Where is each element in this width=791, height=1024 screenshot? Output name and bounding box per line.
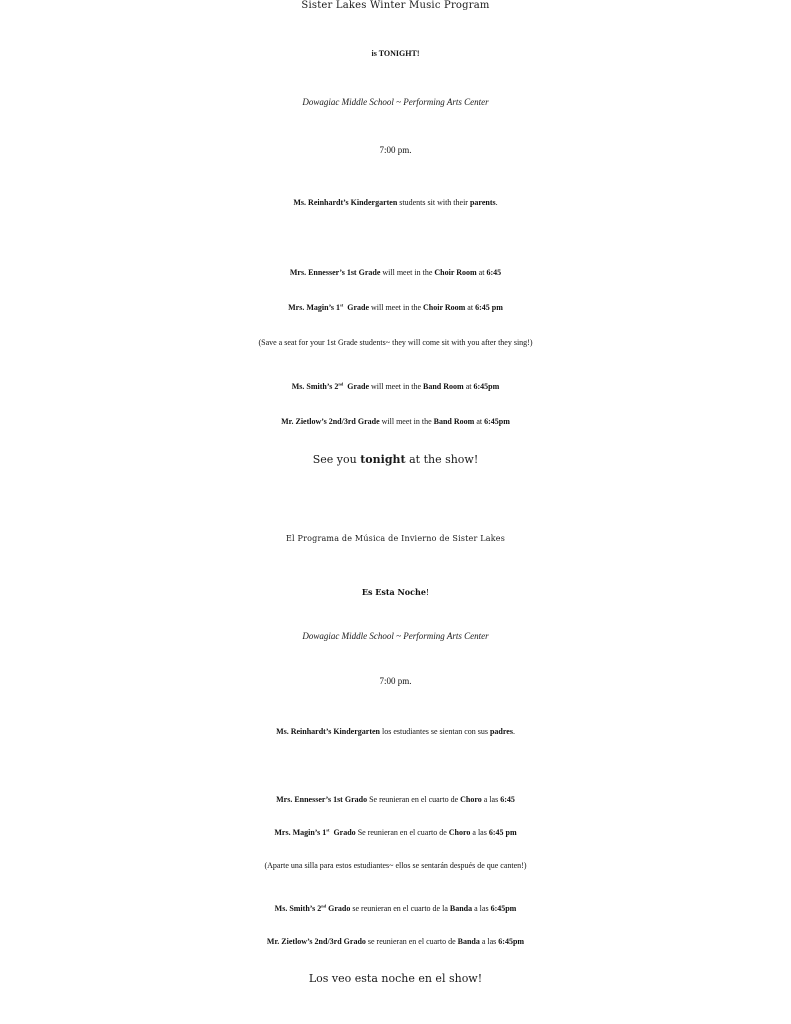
meet-time: 6:45pm (484, 417, 510, 426)
teacher-name-part: Mrs. Magin’s 1 (274, 828, 327, 837)
meet-time: 6:45pm (490, 904, 517, 913)
line-text: Se reunieran en el cuarto de (367, 795, 461, 804)
teacher-name (275, 904, 351, 913)
emphasis: parents (469, 198, 496, 207)
line-text: will meet in the (379, 417, 434, 426)
ordinal-suffix: st (340, 302, 344, 308)
spanish-title: El Programa de Música de Invierno de Sister Lakes (285, 534, 506, 543)
teacher-name: Mr. Zietlow’s 2nd/3rd Grado (266, 937, 366, 946)
closing-emphasis: tonight (360, 453, 406, 466)
room-name: Banda (449, 904, 473, 913)
spanish-smith-line (0, 905, 791, 914)
english-kindergarten-line (0, 199, 791, 208)
teacher-name-part: Mrs. Magin’s 1 (288, 303, 341, 312)
room-name: Choir Room (434, 268, 477, 277)
ordinal-suffix: nd (321, 903, 327, 909)
english-seat-note: (Save a seat for your 1st Grade students~ they will come sit with you after they sing!) (258, 338, 533, 347)
teacher-name-part: Grade (343, 303, 369, 312)
english-venue: Dowagiac Middle School ~ Performing Arts Center (302, 97, 489, 107)
line-text: will meet in the (380, 268, 435, 277)
line-text: los estudiantes se sientan con sus (379, 727, 490, 736)
tonight-word: Es Esta Noche (361, 587, 426, 597)
line-text: a las (470, 828, 489, 837)
teacher-name: Mrs. Ennesser’s 1st Grado (276, 795, 368, 804)
line-text: se reunieran en el cuarto de (365, 937, 458, 946)
line-text: at (465, 303, 476, 312)
line-text: students sit with their (397, 198, 470, 207)
english-smith-line (0, 383, 791, 392)
english-time: 7:00 pm. (379, 145, 412, 155)
room-name: Choir Room (423, 303, 466, 312)
spanish-seat-note: (Aparte una silla para estos estudiantes~ ellos se sentarán después de que canten!) (264, 861, 527, 870)
spanish-tonight-headline (0, 588, 791, 598)
spanish-kindergarten-line (0, 728, 791, 737)
english-magin-line (0, 304, 791, 313)
line-text: will meet in the (369, 382, 423, 391)
teacher-name (288, 303, 369, 312)
teacher-name-part: Ms. Smith’s 2 (291, 382, 339, 391)
emphasis: padres (489, 727, 513, 736)
line-text: . (512, 727, 515, 736)
spanish-zietlow-line (0, 938, 791, 947)
room-name: Choro (448, 828, 471, 837)
tonight-suffix: ! (425, 588, 430, 597)
teacher-name-part: Ms. Smith’s 2 (274, 904, 322, 913)
line-text: a las (479, 937, 499, 946)
spanish-closing: Los veo esta noche en el show! (308, 972, 483, 985)
english-tonight-headline (0, 50, 791, 59)
meet-time: 6:45pm (473, 382, 500, 391)
meet-time: 6:45 (500, 795, 515, 804)
closing-text: See you (312, 453, 361, 466)
room-name: Banda (457, 937, 480, 946)
teacher-name: Mrs. Ennesser’s 1st Grade (289, 268, 381, 277)
teacher-name (274, 828, 355, 837)
line-text: . (495, 198, 498, 207)
tonight-suffix: ! (416, 49, 420, 58)
spanish-magin-line (0, 829, 791, 838)
room-name: Band Room (423, 382, 464, 391)
line-text: Se reunieran en el cuarto de (355, 828, 449, 837)
line-text: se reunieran en el cuarto de la (350, 904, 450, 913)
line-text: a las (481, 795, 501, 804)
tonight-word: TONIGHT (378, 49, 417, 58)
line-text: at (474, 417, 485, 426)
meet-time: 6:45pm (498, 937, 525, 946)
english-closing (0, 454, 791, 466)
spanish-ennesser-line (0, 796, 791, 805)
english-ennesser-line (0, 269, 791, 278)
line-text: a las (472, 904, 491, 913)
room-name: Band Room (433, 417, 475, 426)
tonight-prefix: is (371, 49, 379, 58)
teacher-name: Mr. Zietlow’s 2nd/3rd Grade (281, 417, 380, 426)
english-zietlow-line (0, 418, 791, 427)
line-text: will meet in the (369, 303, 423, 312)
ordinal-suffix: st (326, 827, 330, 833)
teacher-name-part: Grade (343, 382, 369, 391)
spanish-time: 7:00 pm. (379, 676, 412, 686)
teacher-name-part: Grado (326, 904, 351, 913)
spanish-venue: Dowagiac Middle School ~ Performing Arts Center (302, 631, 489, 641)
english-title: Sister Lakes Winter Music Program (301, 0, 490, 11)
teacher-name: Ms. Reinhardt’s Kindergarten (276, 727, 380, 736)
teacher-name (292, 382, 369, 391)
room-name: Choro (460, 795, 482, 804)
closing-text: at the show! (405, 453, 479, 466)
line-text: at (463, 382, 474, 391)
teacher-name-part: Grado (329, 828, 356, 837)
teacher-name: Ms. Reinhardt’s Kindergarten (293, 198, 398, 207)
line-text: at (476, 268, 487, 277)
ordinal-suffix: nd (338, 381, 344, 387)
meet-time: 6:45 pm (475, 303, 503, 312)
meet-time: 6:45 pm (488, 828, 517, 837)
meet-time: 6:45 (486, 268, 502, 277)
